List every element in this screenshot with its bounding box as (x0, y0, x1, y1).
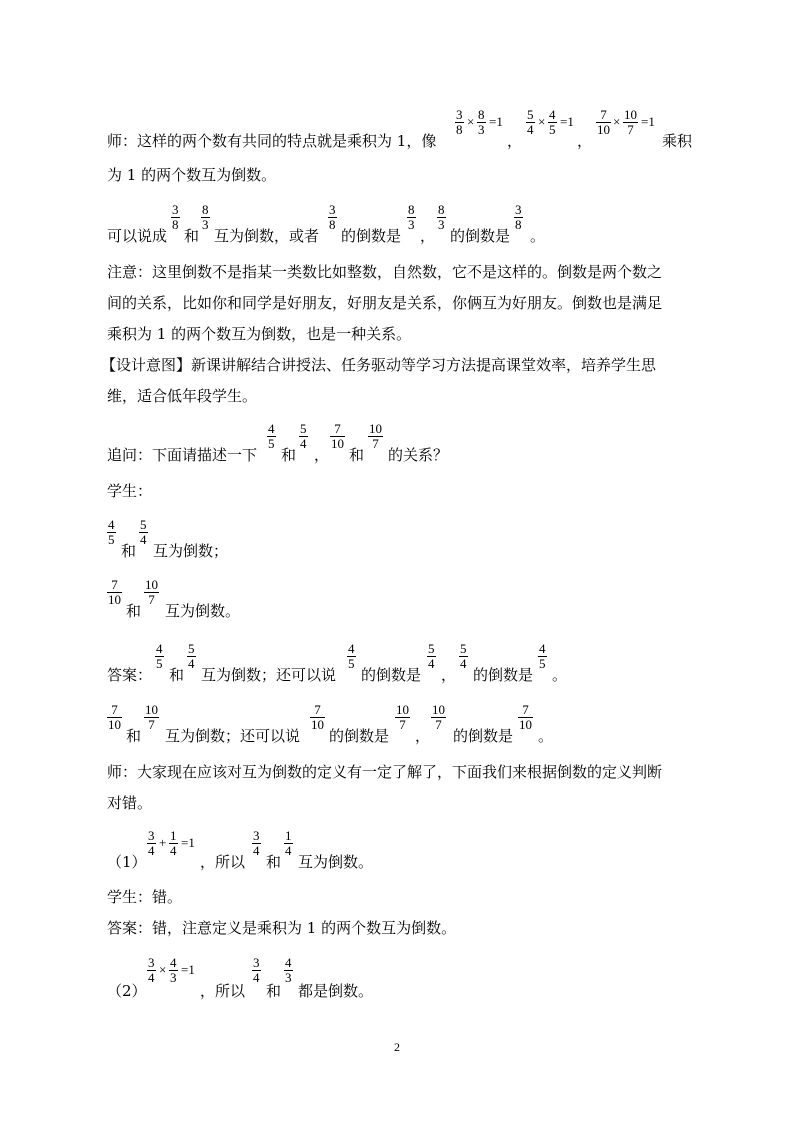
fraction: 3 4 (148, 828, 155, 858)
times-sign: × (613, 114, 621, 129)
text: 互为倒数；还可以说 (165, 727, 301, 745)
text: 互为倒数，或者 (214, 227, 320, 245)
fraction: 7 10 (108, 577, 121, 607)
comma: ， (507, 132, 523, 150)
fraction: 8 3 (438, 202, 445, 232)
fraction: 3 4 (148, 955, 155, 985)
text: 和 (121, 542, 137, 560)
text: 的关系？ (388, 446, 449, 464)
text: ，所以 (200, 853, 246, 871)
fraction: 4 5 (156, 641, 163, 671)
fraction: 10 7 (396, 702, 409, 732)
fraction: 7 10 (597, 107, 610, 137)
teacher-paragraph-2-line-2: 对错。 (107, 794, 153, 812)
text: 和 (349, 446, 365, 464)
fraction: 7 10 (311, 702, 324, 732)
text: 互为倒数。 (165, 602, 241, 620)
fraction: 1 4 (170, 828, 177, 858)
fraction: 7 10 (108, 702, 121, 732)
text: ， (415, 727, 431, 745)
question-number: （1） (107, 853, 147, 871)
fraction: 5 4 (460, 641, 467, 671)
text: ， (314, 446, 330, 464)
text: ， (441, 666, 457, 684)
fraction: 10 7 (369, 421, 382, 451)
text: 的倒数是 (473, 666, 534, 684)
text: 和 (266, 982, 282, 1000)
text: 的倒数是 (453, 727, 514, 745)
q1-answer: 答案：错，注意定义是乘积为 1 的两个数互为倒数。 (107, 919, 457, 937)
equals-one: =1 (489, 114, 503, 129)
text: 的倒数是 (361, 666, 422, 684)
text: 和 (281, 446, 297, 464)
fraction: 5 4 (140, 517, 147, 547)
fraction: 4 5 (539, 641, 546, 671)
comma: ， (577, 132, 593, 150)
text: 。 (530, 227, 546, 245)
teacher-paragraph-2-line-1: 师：大家现在应该对互为倒数的定义有一定了解了，下面我们来根据倒数的定义判断 (107, 763, 663, 781)
fraction: 10 7 (145, 577, 158, 607)
text: 的倒数是 (450, 227, 511, 245)
text: 互为倒数； (153, 542, 229, 560)
text: 。 (538, 727, 554, 745)
paragraph-tail: 乘积 (662, 132, 693, 150)
text: 追问：下面请描述一下 (107, 446, 258, 464)
note-line-2: 间的关系，比如你和同学是好朋友，好朋友是关系，你俩互为好朋友。倒数也是满足 (107, 294, 663, 312)
fraction: 3 8 (172, 202, 179, 232)
question-number: （2） (107, 982, 147, 1000)
fraction: 4 3 (170, 955, 177, 985)
text: 互为倒数。 (298, 853, 374, 871)
equals-one: =1 (560, 114, 574, 129)
text: 的倒数是 (329, 727, 390, 745)
times-sign: × (538, 114, 546, 129)
fraction: 3 8 (329, 202, 336, 232)
fraction: 3 8 (515, 202, 522, 232)
text: 都是倒数。 (298, 982, 374, 1000)
teacher-paragraph-1-cont: 为 1 的两个数互为倒数。 (107, 166, 277, 184)
equals-one: =1 (641, 114, 655, 129)
fraction: 3 4 (253, 828, 260, 858)
fraction: 10 7 (624, 107, 637, 137)
text: 答案： (107, 666, 153, 684)
text: ， (420, 227, 436, 245)
note-line-1: 注意：这里倒数不是指某一类数比如整数，自然数，它不是这样的。倒数是两个数之 (107, 263, 663, 281)
fraction: 7 10 (519, 702, 532, 732)
fraction: 4 3 (285, 955, 292, 985)
fraction: 10 7 (145, 702, 158, 732)
fraction: 4 5 (268, 421, 275, 451)
times-sign: × (159, 962, 167, 977)
text: 和 (126, 727, 142, 745)
fraction: 8 3 (202, 202, 209, 232)
fraction: 5 4 (188, 641, 195, 671)
fraction: 4 5 (348, 641, 355, 671)
design-intent-line-1: 【设计意图】新课讲解结合讲授法、任务驱动等学习方法提高课堂效率，培养学生思 (101, 356, 657, 374)
plus-sign: + (159, 835, 167, 850)
fraction: 3 4 (253, 955, 260, 985)
q1-student: 学生：错。 (107, 888, 183, 906)
fraction: 8 3 (408, 202, 415, 232)
text: 的倒数是 (341, 227, 402, 245)
fraction: 5 4 (428, 641, 435, 671)
note-line-3: 乘积为 1 的两个数互为倒数，也是一种关系。 (107, 325, 412, 343)
fraction: 5 4 (300, 421, 307, 451)
fraction: 4 5 (549, 107, 556, 137)
fraction: 10 7 (432, 702, 445, 732)
text: 可以说成 (107, 227, 168, 245)
text: 和 (266, 853, 282, 871)
text: 和 (184, 227, 200, 245)
fraction: 7 10 (331, 421, 344, 451)
fraction: 1 4 (285, 828, 292, 858)
fraction: 8 3 (478, 107, 485, 137)
text: 互为倒数；还可以说 (201, 666, 337, 684)
equals-one: =1 (181, 835, 195, 850)
teacher-paragraph-1: 师：这样的两个数有共同的特点就是乘积为 1，像 (107, 132, 437, 150)
text: ，所以 (200, 982, 246, 1000)
fraction: 3 8 (456, 107, 463, 137)
fraction: 4 5 (108, 517, 115, 547)
times-sign: × (467, 114, 475, 129)
fraction: 5 4 (527, 107, 534, 137)
student-label: 学生： (107, 482, 153, 500)
page-number: 2 (394, 1040, 400, 1054)
text: 和 (126, 602, 142, 620)
text: 和 (169, 666, 185, 684)
design-intent-line-2: 维，适合低年段学生。 (107, 387, 258, 405)
text: 。 (552, 666, 568, 684)
equals-one: =1 (181, 962, 195, 977)
